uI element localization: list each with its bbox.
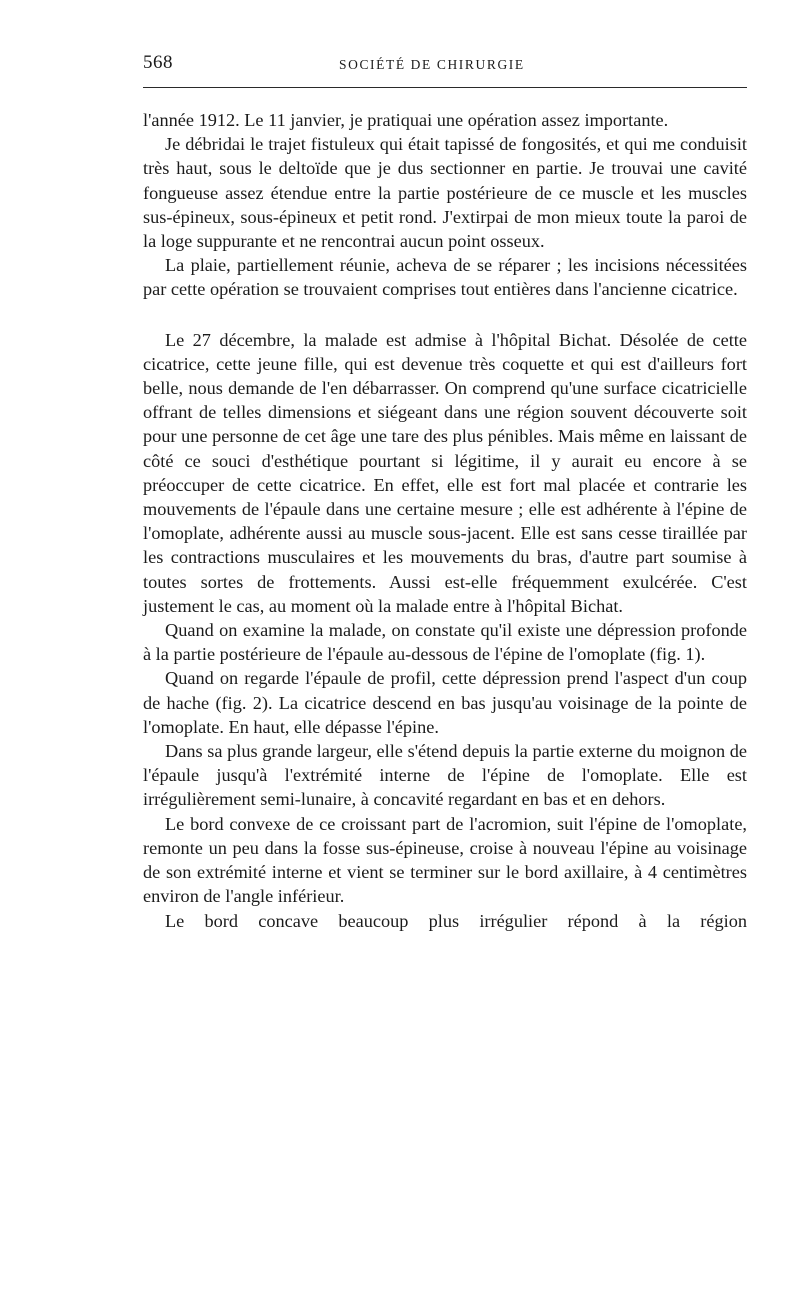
running-head: SOCIÉTÉ DE CHIRURGIE [339, 57, 525, 72]
paragraph-4: Le 27 décembre, la malade est admise à l'hôpital Bichat. Désolée de cette cicatrice, cette jeune fille, qui est devenue très coquette et qui est d'ailleurs fort belle, nous demande de l'en débarrasser. On comprend qu'une surface cicatricielle offrant de telles dimensions et siégeant dans une région souvent découverte soit pour une personne de cet âge une tare des plus pénibles. Mais même en laissant de côté ce souci d'esthétique pourtant si légitime, il y aurait eu encore à se préoccuper de cette cicatrice. En effet, elle est fort mal placée et contrarie les mouvements de l'épaule dans une certaine mesure ; elle est adhérente à l'épine de l'omoplate, adhérente aussi au muscle sous-jacent. Elle est sans cesse tiraillée par les contractions musculaires et les mouvements du bras, d'autre part soumise à toutes sortes de frottements. Aussi est-elle fréquemment exulcérée. C'est justement le cas, au moment où la malade entre à l'hôpital Bichat. [143, 329, 747, 616]
paragraph-1: l'année 1912. Le 11 janvier, je pratiquai une opération assez importante. [143, 110, 669, 130]
paragraph-7: Dans sa plus grande largeur, elle s'étend depuis la partie externe du moignon de l'épaule jusqu'à l'extrémité interne de l'épine de l'omoplate. Elle est irrégulièrement semi-lunaire, à concavité regardant en bas et en dehors. [143, 741, 747, 810]
paragraph-6: Quand on regarde l'épaule de profil, cette dépression prend l'aspect d'un coup de hache (fig. 2). La cicatrice descend en bas jusqu'au voisinage de la pointe de l'omoplate. En haut, elle dépasse l'épine. [143, 668, 747, 737]
body-text [143, 108, 747, 933]
paragraph-5: Quand on examine la malade, on constate qu'il existe une dépression profonde à la partie postérieure de l'épaule au-dessous de l'épine de l'omoplate (fig. 1). [143, 620, 747, 665]
paragraph-2: Je débridai le trajet fistuleux qui était tapissé de fongosités, et qui me conduisit très haut, sous le deltoïde que je dus sectionner en partie. Je trouvai une cavité fongueuse assez étendue entre la partie postérieure de ce muscle et les muscles sus-épineux, sous-épineux et petit rond. J'extirpai de mon mieux toute la paroi de la loge suppurante et ne rencontrai aucun point osseux. [143, 134, 747, 252]
paragraph-3: La plaie, partiellement réunie, acheva de se réparer ; les incisions nécessitées par cette opération se trouvaient comprises tout entières dans l'ancienne cicatrice. [143, 255, 747, 300]
page-header [143, 52, 747, 82]
header-rule [143, 87, 747, 88]
page-number: 568 [143, 52, 173, 73]
paragraph-8: Le bord convexe de ce croissant part de l'acromion, suit l'épine de l'omoplate, remonte un peu dans la fosse sus-épineuse, croise à nouveau l'épine au voisinage de son extrémité interne et vient se terminer sur le bord axillaire, à 4 centimètres environ de l'angle inférieur. [143, 813, 747, 907]
paragraph-9: Le bord concave beaucoup plus irrégulier répond à la région [165, 910, 747, 931]
